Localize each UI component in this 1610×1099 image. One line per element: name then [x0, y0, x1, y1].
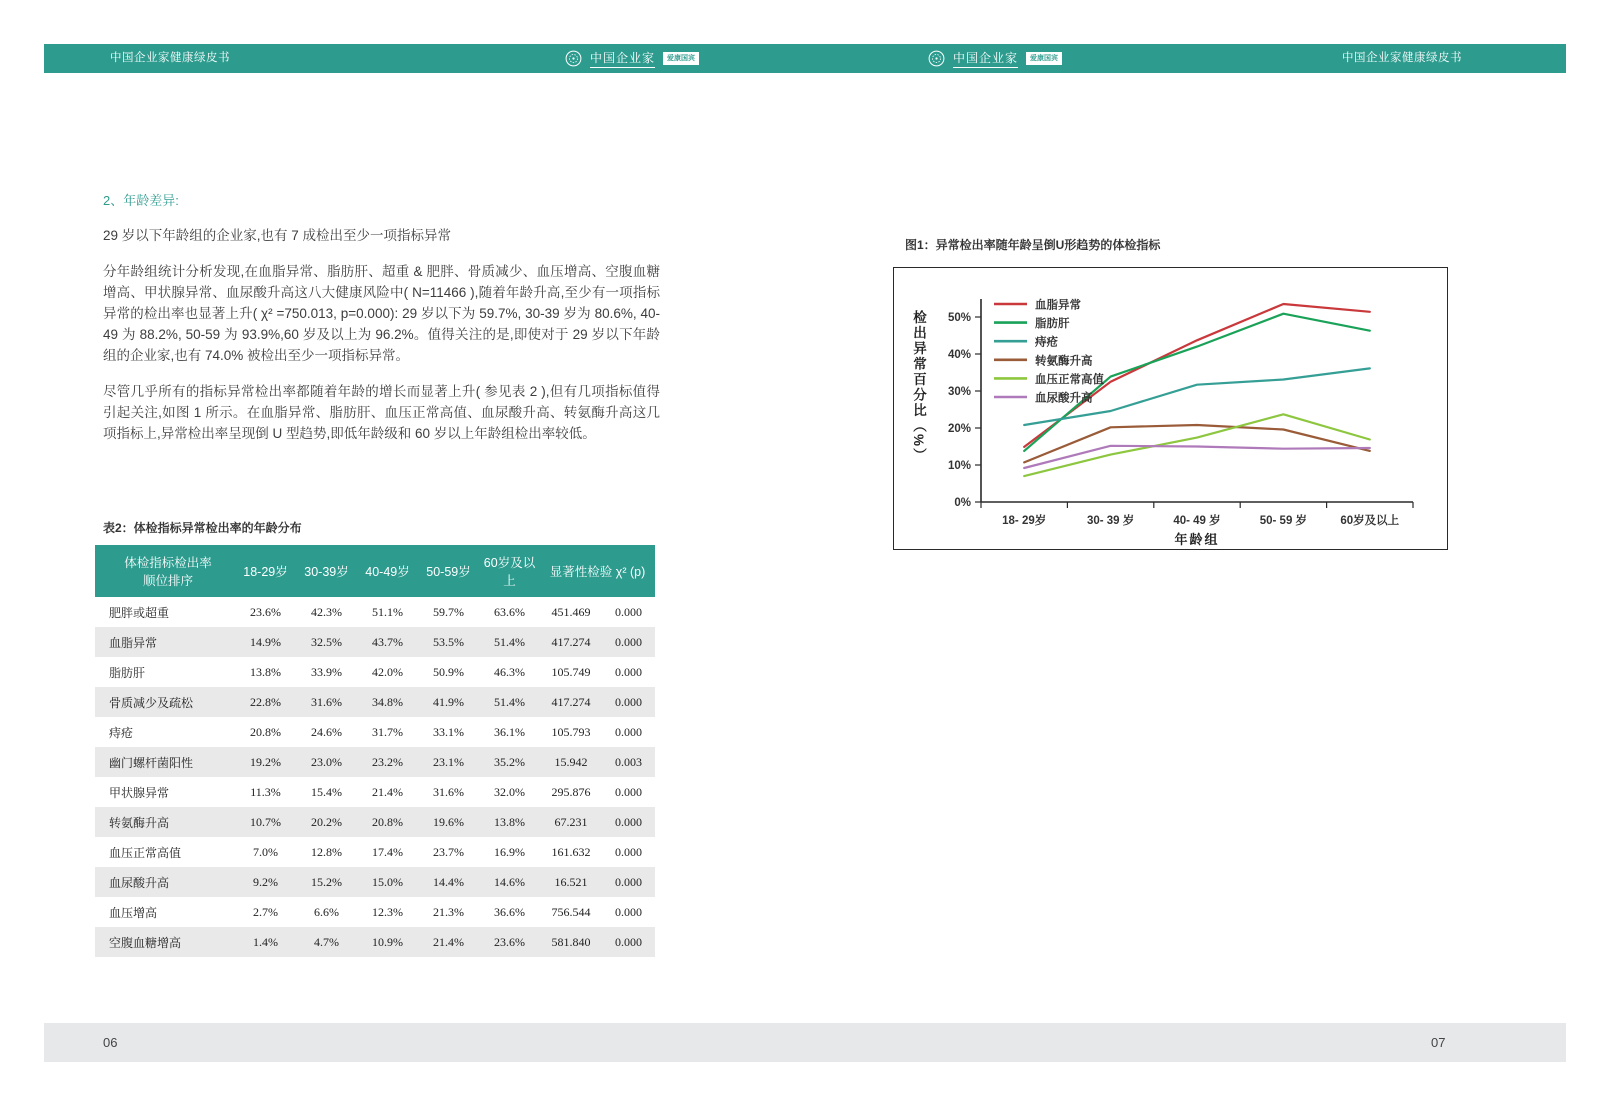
value-cell: 14.4% [433, 874, 464, 889]
value-cell: 295.876 [551, 784, 591, 799]
indicator-cell: 血脂异常 [109, 635, 158, 650]
value-cell: 23.7% [433, 844, 464, 859]
value-cell: 0.000 [615, 874, 642, 889]
indicator-cell: 血压增高 [109, 905, 158, 920]
value-cell: 13.8% [250, 664, 281, 679]
table-caption: 表2：体检指标异常检出率的年龄分布 [103, 521, 302, 535]
y-axis-label: 检出异常百分比（%） [911, 310, 926, 464]
value-cell: 42.0% [372, 664, 403, 679]
value-cell: 21.4% [372, 784, 403, 799]
value-cell: 20.8% [250, 724, 281, 739]
value-cell: 15.2% [311, 874, 342, 889]
value-cell: 23.0% [311, 754, 342, 769]
table-row [95, 897, 655, 927]
series-line [1024, 425, 1370, 462]
value-cell: 105.749 [551, 664, 591, 679]
indicator-column-header: 体检指标检出率 顺位排序 [95, 545, 235, 597]
value-cell: 20.2% [311, 814, 342, 829]
header-bar [44, 44, 1566, 73]
value-cell: 4.7% [314, 934, 339, 949]
table-row [95, 777, 655, 807]
value-cell: 0.000 [615, 604, 642, 619]
value-cell: 53.5% [433, 634, 464, 649]
age-distribution-table [95, 545, 655, 957]
x-tick-label: 40- 49 岁 [1173, 515, 1221, 527]
value-cell: 7.0% [253, 844, 278, 859]
value-cell: 0.000 [615, 634, 642, 649]
legend-label: 转氨酶升高 [1035, 355, 1093, 368]
value-cell: 51.4% [494, 634, 525, 649]
table-row [95, 927, 655, 957]
y-tick-label: 10% [947, 460, 971, 472]
value-cell: 32.0% [494, 784, 525, 799]
value-cell: 417.274 [551, 634, 591, 649]
brand-logo-right [928, 44, 1062, 73]
value-cell: 1.4% [253, 934, 278, 949]
value-cell: 756.544 [551, 904, 591, 919]
value-cell: 63.6% [494, 604, 525, 619]
x-tick-label: 30- 39 岁 [1086, 515, 1135, 527]
value-cell: 11.3% [250, 784, 281, 799]
value-cell: 35.2% [494, 754, 525, 769]
value-cell: 15.4% [311, 784, 342, 799]
value-cell: 36.1% [494, 724, 525, 739]
table-row [95, 687, 655, 717]
header-title-right: 中国企业家健康绿皮书 [1342, 52, 1462, 64]
series-line [1024, 446, 1370, 468]
value-cell: 0.000 [615, 934, 642, 949]
value-cell: 21.3% [433, 904, 464, 919]
age-column-header: 40-49岁 [357, 545, 418, 597]
value-cell: 59.7% [433, 604, 464, 619]
chart-svg [894, 268, 1447, 549]
value-cell: 0.000 [615, 724, 642, 739]
value-cell: 0.000 [615, 664, 642, 679]
value-cell: 12.8% [311, 844, 342, 859]
footer-bar [44, 1023, 1566, 1062]
figure-caption: 图1：异常检出率随年龄呈倒U形趋势的体检指标 [905, 238, 1161, 252]
figure-block [893, 236, 1449, 550]
indicator-cell: 转氨酶升高 [109, 815, 170, 830]
legend-label: 痔疮 [1035, 336, 1058, 349]
y-tick-label: 30% [947, 386, 971, 398]
value-cell: 31.7% [372, 724, 403, 739]
value-cell: 0.000 [615, 784, 642, 799]
value-cell: 15.0% [372, 874, 403, 889]
y-tick-label: 20% [947, 423, 971, 435]
legend-label: 脂肪肝 [1035, 318, 1070, 331]
magazine-wordmark: 中国企业家 [953, 49, 1018, 68]
table-block [95, 519, 655, 957]
table-row [95, 837, 655, 867]
value-cell: 16.9% [494, 844, 525, 859]
value-cell: 14.9% [250, 634, 281, 649]
value-cell: 34.8% [372, 694, 403, 709]
value-cell: 42.3% [311, 604, 342, 619]
table-row [95, 867, 655, 897]
value-cell: 51.4% [494, 694, 525, 709]
header-title-left: 中国企业家健康绿皮书 [110, 52, 230, 64]
value-cell: 451.469 [551, 604, 591, 619]
x-axis-title: 年龄组 [1174, 532, 1220, 547]
value-cell: 23.2% [372, 754, 403, 769]
table-row [95, 597, 655, 627]
value-cell: 161.632 [551, 844, 591, 859]
value-cell: 19.6% [433, 814, 464, 829]
partner-badge: 爱康国宾 [1026, 52, 1062, 65]
value-cell: 16.521 [554, 874, 588, 889]
chart-frame [893, 267, 1448, 550]
value-cell: 417.274 [551, 694, 591, 709]
value-cell: 0.000 [615, 904, 642, 919]
magazine-seal-icon [565, 50, 582, 67]
value-cell: 41.9% [433, 694, 464, 709]
value-cell: 23.1% [433, 754, 464, 769]
x-tick-label: 60岁及以上 [1340, 515, 1400, 527]
value-cell: 67.231 [554, 814, 588, 829]
value-cell: 50.9% [433, 664, 464, 679]
value-cell: 33.9% [311, 664, 342, 679]
value-cell: 0.000 [615, 844, 642, 859]
x-tick-label: 18- 29岁 [1002, 515, 1047, 527]
lead-paragraph: 29 岁以下年龄组的企业家,也有 7 成检出至少一项指标异常 [103, 228, 452, 243]
body-paragraph: 尽管几乎所有的指标异常检出率都随着年龄的增长而显著上升( 参见表 2 ),但有几项指标值得引起关注,如图 1 所示。在血脂异常、脂肪肝、血压正常高值、血尿酸升高、转氨酶升高这几项指标上,异常检出率呈现倒 U 型趋势,即低年龄级和 60 岁以上年龄组检出率较低。 [103, 384, 660, 441]
age-column-header: 30-39岁 [296, 545, 357, 597]
value-cell: 33.1% [433, 724, 464, 739]
value-cell: 105.793 [551, 724, 591, 739]
x-tick-label: 50- 59 岁 [1259, 515, 1308, 527]
table-header-row [95, 545, 655, 597]
value-cell: 15.942 [554, 754, 588, 769]
value-cell: 19.2% [250, 754, 281, 769]
value-cell: 22.8% [250, 694, 281, 709]
value-cell: 0.000 [615, 814, 642, 829]
indicator-cell: 痔疮 [109, 725, 134, 740]
legend-label: 血脂异常 [1035, 299, 1081, 312]
significance-column-header: 显著性检验 χ² (p) [540, 545, 655, 597]
age-column-header: 50-59岁 [418, 545, 479, 597]
indicator-cell: 甲状腺异常 [109, 785, 170, 800]
partner-badge: 爱康国宾 [663, 52, 699, 65]
y-tick-label: 50% [947, 312, 971, 324]
indicator-cell: 幽门螺杆菌阳性 [109, 755, 194, 770]
magazine-wordmark: 中国企业家 [590, 49, 655, 68]
indicator-cell: 肥胖或超重 [109, 605, 170, 620]
indicator-cell: 骨质减少及疏松 [109, 695, 194, 710]
page-number-right: 07 [1431, 1035, 1446, 1050]
table-row [95, 747, 655, 777]
value-cell: 46.3% [494, 664, 525, 679]
age-column-header: 18-29岁 [235, 545, 296, 597]
table-row [95, 717, 655, 747]
magazine-seal-icon [928, 50, 945, 67]
indicator-cell: 脂肪肝 [109, 665, 146, 680]
table-row [95, 807, 655, 837]
value-cell: 10.7% [250, 814, 281, 829]
value-cell: 24.6% [311, 724, 342, 739]
value-cell: 43.7% [372, 634, 403, 649]
page-number-left: 06 [103, 1035, 118, 1050]
left-page-text-column [103, 190, 660, 459]
table-body [95, 597, 655, 957]
brand-logo-left [565, 44, 699, 73]
value-cell: 10.9% [372, 934, 403, 949]
value-cell: 0.003 [615, 754, 642, 769]
y-tick-label: 0% [954, 497, 971, 509]
value-cell: 581.840 [551, 934, 591, 949]
value-cell: 17.4% [372, 844, 403, 859]
legend-label: 血压正常高值 [1035, 373, 1104, 386]
table-row [95, 657, 655, 687]
value-cell: 31.6% [311, 694, 342, 709]
indicator-cell: 空腹血糖增高 [109, 935, 182, 950]
body-paragraph: 分年龄组统计分析发现,在血脂异常、脂肪肝、超重 & 肥胖、骨质减少、血压增高、空腹血糖增高、甲状腺异常、血尿酸升高这八大健康风险中( N=11466 ),随着年龄升高,至少有一项指标异常的检出率也显著上升( χ² =750.013, p=0.000): 29 岁以下为 59.7%, 30-39 岁为 80.6%, 40-49 为 88.2%, 50-59 为 93.9%,60 岁及以上为 96.2%。值得关注的是,即使对于 29 岁以下年龄组的企业家,也有 74.0% 被检出至少一项指标异常。 [103, 264, 660, 363]
indicator-cell: 血压正常高值 [109, 845, 182, 860]
value-cell: 23.6% [250, 604, 281, 619]
value-cell: 2.7% [253, 904, 278, 919]
indicator-cell: 血尿酸升高 [109, 875, 170, 890]
table-row [95, 627, 655, 657]
value-cell: 23.6% [494, 934, 525, 949]
series-line [1024, 414, 1370, 476]
value-cell: 36.6% [494, 904, 525, 919]
value-cell: 51.1% [372, 604, 403, 619]
value-cell: 32.5% [311, 634, 342, 649]
value-cell: 20.8% [372, 814, 403, 829]
value-cell: 0.000 [615, 694, 642, 709]
value-cell: 6.6% [314, 904, 339, 919]
value-cell: 12.3% [372, 904, 403, 919]
age-column-header: 60岁及以上 [479, 545, 540, 597]
value-cell: 21.4% [433, 934, 464, 949]
legend-label: 血尿酸升高 [1035, 392, 1093, 405]
value-cell: 31.6% [433, 784, 464, 799]
y-tick-label: 40% [947, 349, 971, 361]
section-heading: 2、年龄差异: [103, 193, 179, 208]
value-cell: 9.2% [253, 874, 278, 889]
value-cell: 13.8% [494, 814, 525, 829]
value-cell: 14.6% [494, 874, 525, 889]
